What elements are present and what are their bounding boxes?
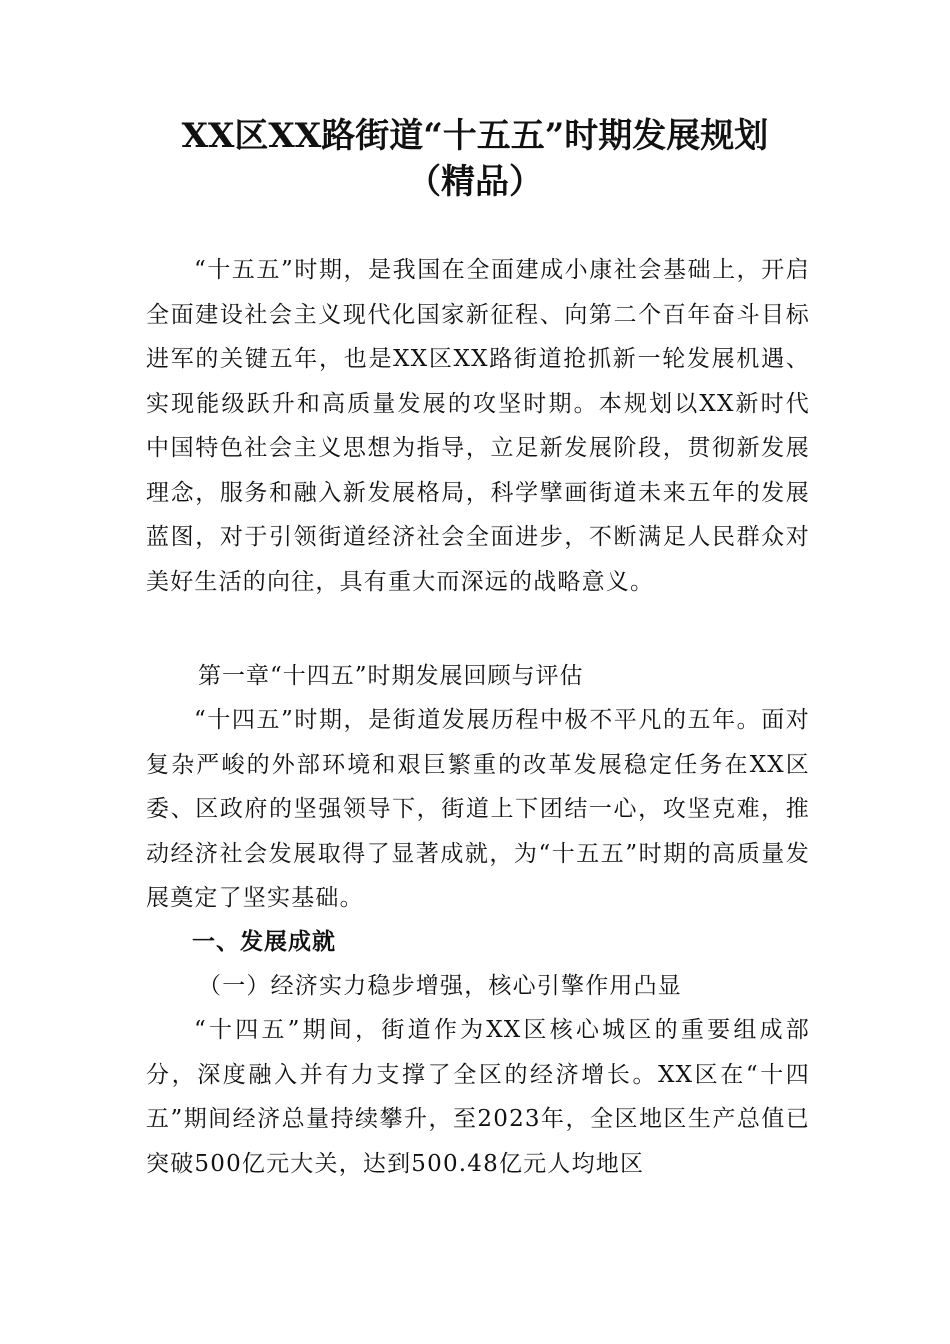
- document-title: XX区XX路街道“十五五”时期发展规划: [181, 116, 769, 156]
- intro-paragraph: “十五五”时期，是我国在全面建成小康社会基础上，开启全面建设社会主义现代化国家新征程、向第二个百年奋斗目标进军的关键五年，也是XX区XX路街道抢抓新一轮发展机遇、实现能级跃升和高质量发展的攻坚时期。本规划以XX新时代中国特色社会主义思想为指导，立足新发展阶段，贯彻新发展理念，服务和融入新发展格局，科学擘画街道未来五年的发展蓝图，对于引领街道经济社会全面进步，不断满足人民群众对美好生活的向往，具有重大而深远的战略意义。: [146, 257, 810, 595]
- review-paragraph: “十四五”时期，是街道发展历程中极不平凡的五年。面对复杂严峻的外部环境和艰巨繁重的改革发展稳定任务在XX区委、区政府的坚强领导下，街道上下团结一心，攻坚克难，推动经济社会发展取得了显著成就，为“十五五”时期的高质量发展奠定了坚实基础。: [146, 707, 810, 911]
- section-heading: 一、发展成就: [192, 929, 336, 955]
- economy-paragraph: “十四五”期间，街道作为XX区核心城区的重要组成部分，深度融入并有力支撑了全区的经济增长。XX区在“十四五”期间经济总量持续攀升，至2023年，全区地区生产总值已突破500亿元大关，达到500.48亿元人均地区: [146, 1017, 810, 1177]
- document-subtitle: （精品）: [407, 162, 543, 202]
- subsection-heading: （一）经济实力稳步增强，核心引擎作用凸显: [198, 973, 682, 999]
- chapter-heading: 第一章“十四五”时期发展回顾与评估: [198, 663, 584, 689]
